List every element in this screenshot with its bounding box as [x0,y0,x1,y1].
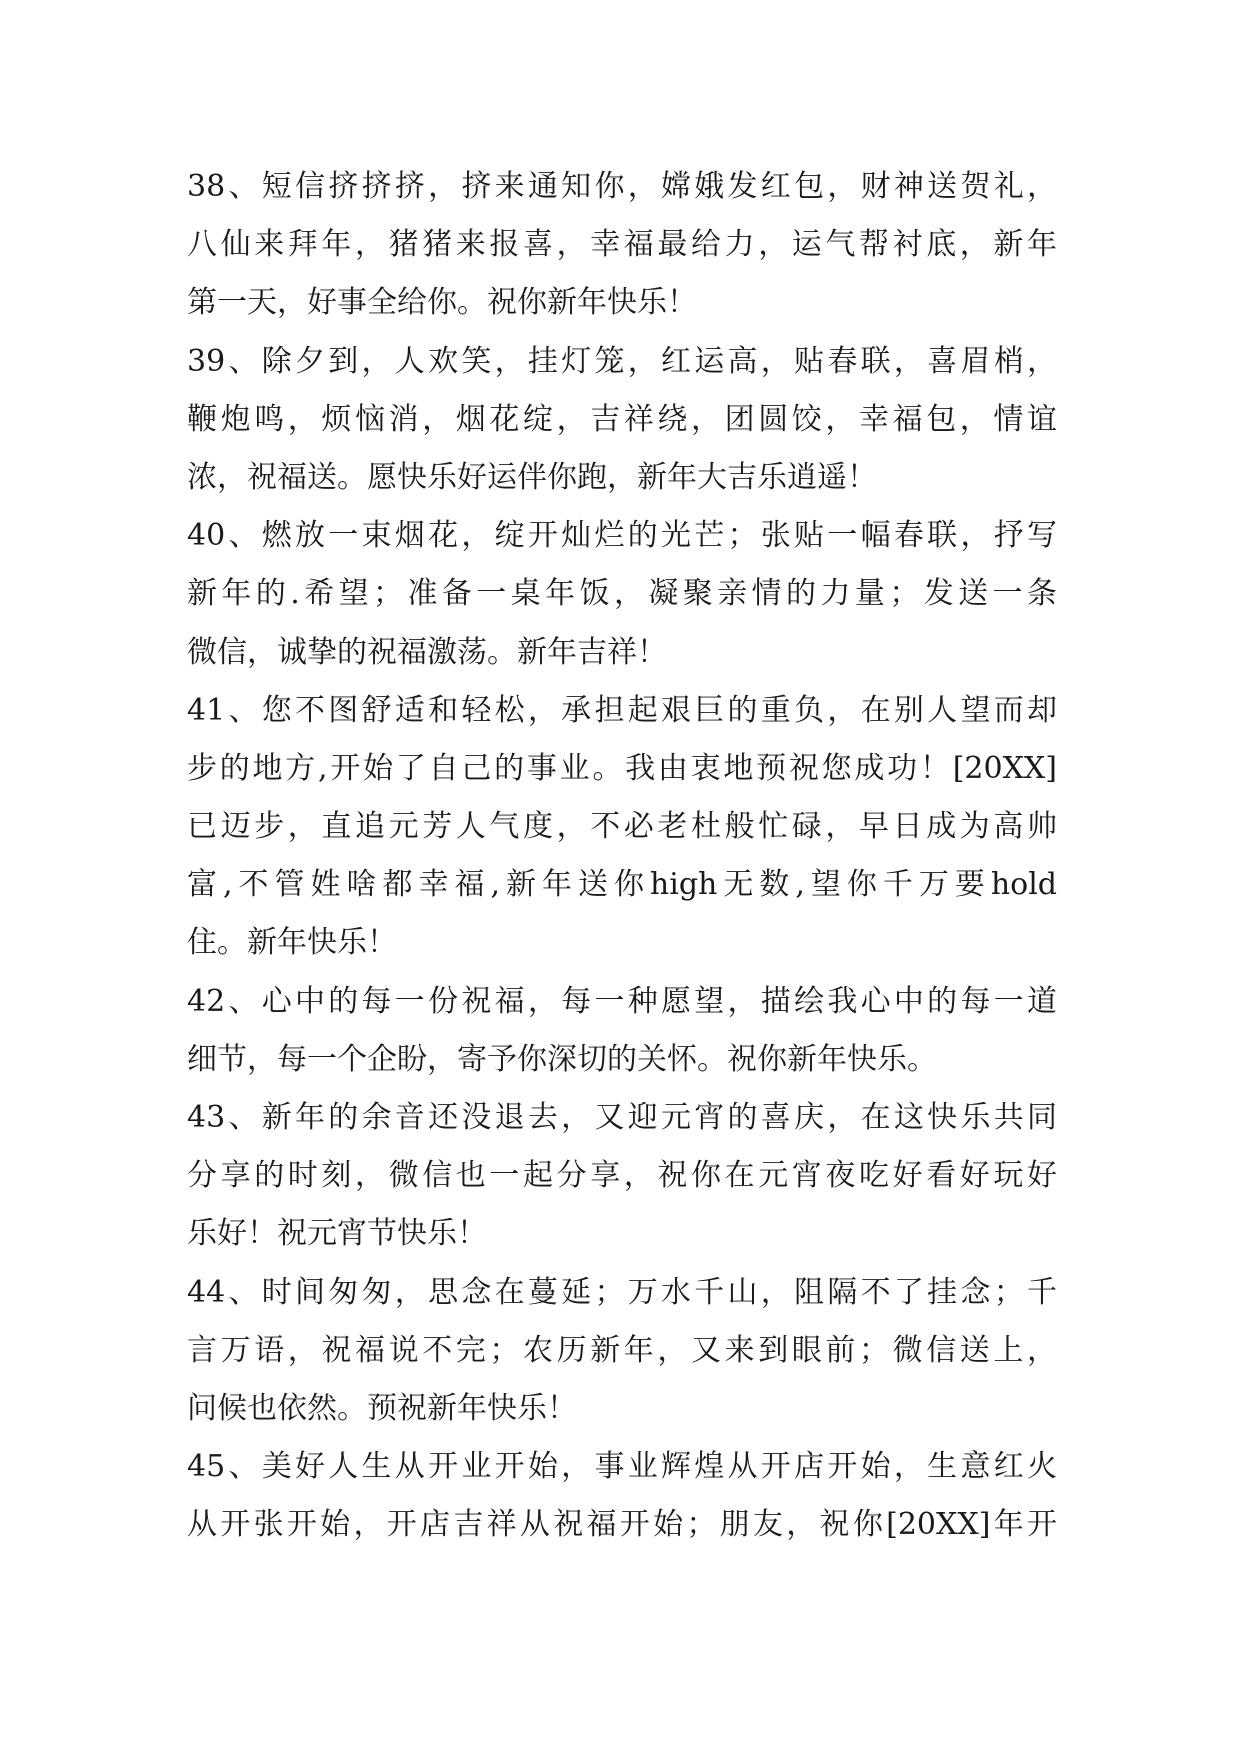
paragraph-38 [187,158,1057,333]
text-line: 八仙来拜年，猪猪来报喜，幸福最给力，运气帮衬底，新年 [187,227,1057,263]
text-line: 38、短信挤挤挤，挤来通知你，嫦娥发红包，财神送贺礼， [187,169,1057,204]
text-line: 浓，祝福送。愿快乐好运伴你跑，新年大吉乐逍遥！ [187,459,877,495]
text-line: 步的地方,开始了自己的事业。我由衷地预祝您成功！[20XX] [187,750,1057,786]
paragraph-39 [187,333,1057,508]
text-line: 言万语，祝福说不完；农历新年，又来到眼前；微信送上， [187,1332,1057,1368]
paragraph-40 [187,507,1057,682]
text-line: 44、时间匆匆，思念在蔓延；万水千山，阻隔不了挂念；千 [187,1274,1057,1310]
text-line: 乐好！祝元宵节快乐！ [187,1216,487,1252]
text-line: 分享的时刻，微信也一起分享，祝你在元宵夜吃好看好玩好 [187,1158,1057,1194]
paragraph-44 [187,1264,1057,1439]
document-body [187,158,1057,1555]
paragraph-43 [187,1089,1057,1264]
text-line: 42、心中的每一份祝福，每一种愿望，描绘我心中的每一道 [187,983,1057,1019]
text-line: 41、您不图舒适和轻松，承担起艰巨的重负，在别人望而却 [187,692,1057,728]
paragraph-45 [187,1438,1057,1554]
text-line: 39、除夕到，人欢笑，挂灯笼，红运高，贴春联，喜眉梢， [187,343,1057,379]
text-line: 从开张开始，开店吉祥从祝福开始；朋友，祝你[20XX]年开 [187,1507,1057,1543]
text-line: 富,不管姓啥都幸福,新年送你high无数,望你千万要hold [187,867,1057,903]
text-line: 第一天，好事全给你。祝你新年快乐！ [187,285,697,321]
paragraph-42 [187,973,1057,1089]
text-line: 新年的.希望；准备一桌年饭，凝聚亲情的力量；发送一条 [187,576,1057,612]
text-line: 43、新年的余音还没退去，又迎元宵的喜庆，在这快乐共同 [187,1100,1057,1135]
text-line: 40、燃放一束烟花，绽开灿烂的光芒；张贴一幅春联，抒写 [187,518,1057,554]
paragraph-41 [187,682,1057,973]
text-line: 微信，诚挚的祝福激荡。新年吉祥！ [187,634,667,670]
text-line: 45、美好人生从开业开始，事业辉煌从开店开始，生意红火 [187,1449,1057,1485]
text-line: 鞭炮鸣，烦恼消，烟花绽，吉祥绕，团圆饺，幸福包，情谊 [187,401,1057,437]
text-line: 住。新年快乐！ [187,925,397,961]
text-line: 问候也依然。预祝新年快乐！ [187,1390,577,1426]
text-line: 细节，每一个企盼，寄予你深切的关怀。祝你新年快乐。 [187,1041,937,1077]
text-line: 已迈步，直追元芳人气度，不必老杜般忙碌，早日成为高帅 [187,809,1057,845]
